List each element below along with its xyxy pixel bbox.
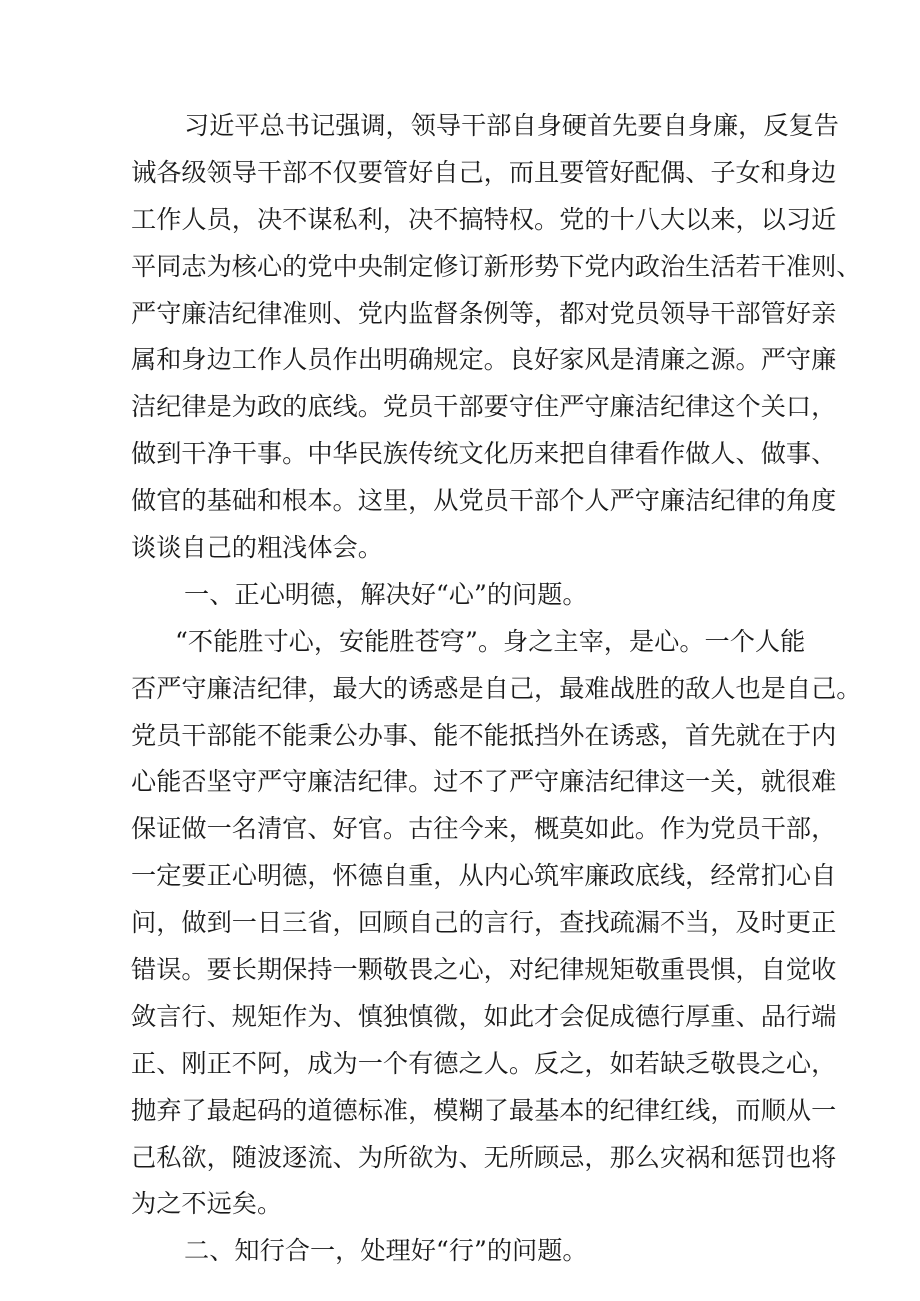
text-line: 习近平总书记强调，领导干部自身硬首先要自身廉，反复告 [184,111,839,140]
text-line: 平同志为核心的党中央制定修订新形势下党内政治生活若干准则、 [131,251,862,281]
document-body [131,103,862,1275]
text-line: 一定要正心明德，怀德自重，从内心筑牢廉政底线，经常扪心自 [131,861,837,891]
text-line: 保证做一名清官、好官。古往今来，概莫如此。作为党员干部， [131,814,837,844]
text-line: 问，做到一日三省，回顾自己的言行，查找疏漏不当，及时更正 [131,908,837,938]
text-line: 为之不远矣。 [131,1189,283,1219]
text-line: 谈谈自己的粗浅体会。 [131,533,383,563]
text-line: 属和身边工作人员作出明确规定。良好家风是清廉之源。严守廉 [131,345,837,375]
heading-line: 一、正心明德，解决好“心”的问题。 [184,579,588,609]
text-line: 正、刚正不阿，成为一个有德之人。反之，如若缺乏敬畏之心， [131,1048,837,1078]
text-line: 做官的基础和根本。这里，从党员干部个人严守廉洁纪律的角度 [131,486,837,516]
text-line: 心能否坚守严守廉洁纪律。过不了严守廉洁纪律这一关，就很难 [131,767,837,797]
text-line: 党员干部能不能秉公办事、能不能抵挡外在诱惑，首先就在于内 [131,720,837,750]
text-line: 做到干净干事。中华民族传统文化历来把自律看作做人、做事、 [131,439,837,469]
text-line: 己私欲，随波逐流、为所欲为、无所顾忌，那么灾祸和惩罚也将 [131,1142,837,1172]
paragraph-intro [131,103,862,572]
section-heading-1 [131,572,791,619]
text-line: 否严守廉洁纪律，最大的诱惑是自己，最难战胜的敌人也是自己。 [131,673,862,703]
text-line: 抛弃了最起码的道德标准，模糊了最基本的纪律红线，而顺从一 [131,1095,837,1125]
text-line: 错误。要长期保持一颗敬畏之心，对纪律规矩敬重畏惧，自觉收 [131,955,837,985]
section-heading-2 [131,1228,791,1275]
text-line: 洁纪律是为政的底线。党员干部要守住严守廉洁纪律这个关口， [131,392,837,422]
text-line: 工作人员，决不谋私利，决不搞特权。党的十八大以来，以习近 [131,204,837,234]
text-line: 严守廉洁纪律准则、党内监督条例等，都对党员领导干部管好亲 [131,298,837,328]
text-line: 敛言行、规矩作为、慎独慎微，如此才会促成德行厚重、品行端 [131,1001,837,1031]
text-line: “不能胜寸心，安能胜苍穹”。身之主宰，是心。一个人能 [175,626,806,656]
heading-line: 二、知行合一，处理好“行”的问题。 [184,1236,588,1266]
paragraph-section-1 [131,619,862,1229]
text-line: 诫各级领导干部不仅要管好自己，而且要管好配偶、子女和身边 [131,157,837,187]
